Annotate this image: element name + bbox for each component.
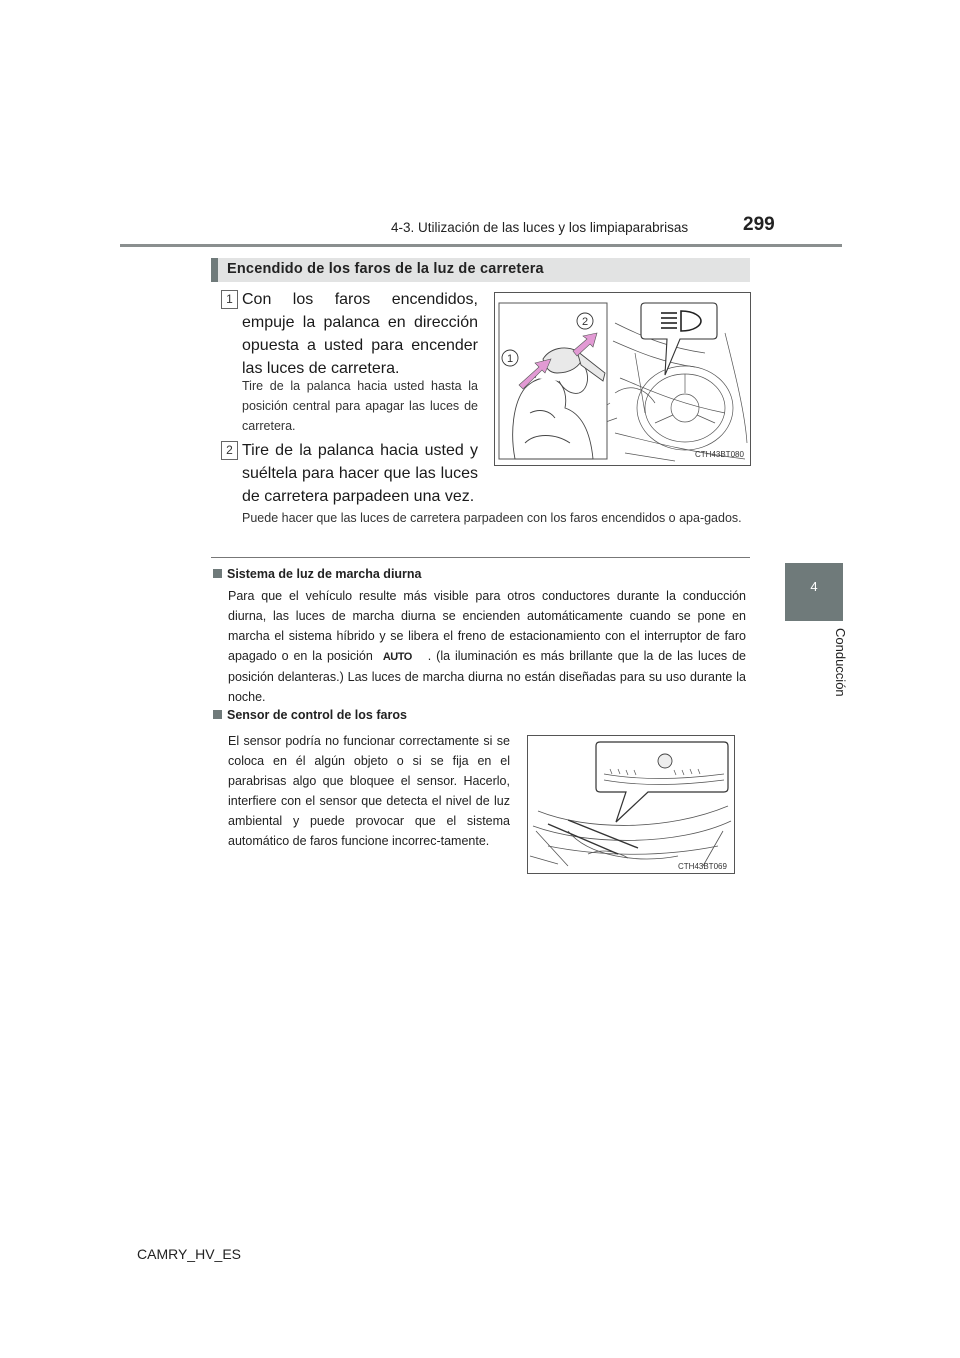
step-2-number: 2 xyxy=(221,441,238,460)
section-heading: Encendido de los faros de la luz de carretera xyxy=(227,261,544,277)
note-drl-body-before: Para que el vehículo resulte más visible para otros conductores durante la conducción diurna, las luces de marcha diurna se encienden automáticamente cuando se pone en marcha el sistema híbrido y se libera el freno de estacionamiento con el interruptor de faro apagado o en la posición xyxy=(228,589,746,663)
page-number: 299 xyxy=(743,214,775,235)
note-sensor-body: El sensor podría no funcionar correctamente si se coloca en él algún objeto o si se fija en el parabrisas algo que bloquee el sensor. Hacerlo, interfiere con el sensor que detecta el nivel de luz ambiental y puede provocar que el sistema automático de faros funcione incorrec-tamente. xyxy=(228,734,510,848)
note-sensor-title xyxy=(213,708,407,722)
header-section-title: 4-3. Utilización de las luces y los limpiaparabrisas xyxy=(391,220,689,235)
square-bullet-icon xyxy=(213,710,222,719)
figure-headlight-lever xyxy=(494,292,751,466)
section-heading-bar xyxy=(211,258,750,282)
callout-1: 1 xyxy=(506,353,514,365)
section-heading-accent xyxy=(211,258,218,282)
note-sensor-title-text: Sensor de control de los faros xyxy=(227,708,407,722)
chapter-tab-number: 4 xyxy=(810,579,818,594)
light-sensor-icon xyxy=(658,754,672,768)
chapter-tab-label: Conducción xyxy=(833,628,848,697)
step-1-note: Tire de la palanca hacia usted hasta la posición central para apagar las luces de carretera. xyxy=(242,379,478,433)
footer-model: CAMRY_HV_ES xyxy=(137,1246,242,1262)
figure-1-code: CTH43BT080 xyxy=(695,450,744,459)
header-divider xyxy=(120,244,842,247)
sensor-illustration xyxy=(528,736,734,873)
step-1-text: Con los faros encendidos, empuje la palanca en dirección opuesta a usted para encender las luces de carretera. xyxy=(242,291,478,377)
square-bullet-icon xyxy=(213,569,222,578)
notes-divider xyxy=(211,557,750,558)
note-drl-body xyxy=(228,586,746,707)
note-drl-title-text: Sistema de luz de marcha diurna xyxy=(227,567,422,581)
callout-2: 2 xyxy=(581,316,589,328)
note-drl-body-after: . (la iluminación es más brillante que la de las luces de posición delanteras.) Las luces de marcha diurna no están diseñadas para su uso durante la noche. xyxy=(228,649,746,704)
auto-symbol-icon: AUTO xyxy=(382,651,412,663)
chapter-tab xyxy=(785,563,843,621)
figure-light-sensor xyxy=(527,735,735,874)
step-2-text: Tire de la palanca hacia usted y suéltela para hacer que las luces de carretera parpadeen una vez. xyxy=(242,442,478,505)
step-1-number: 1 xyxy=(221,290,238,309)
lever-illustration xyxy=(495,293,750,465)
figure-2-code: CTH43BT069 xyxy=(678,862,727,871)
note-drl-title xyxy=(213,567,422,581)
step-after-note: Puede hacer que las luces de carretera parpadeen con los faros encendidos o apa-gados. xyxy=(242,511,742,525)
